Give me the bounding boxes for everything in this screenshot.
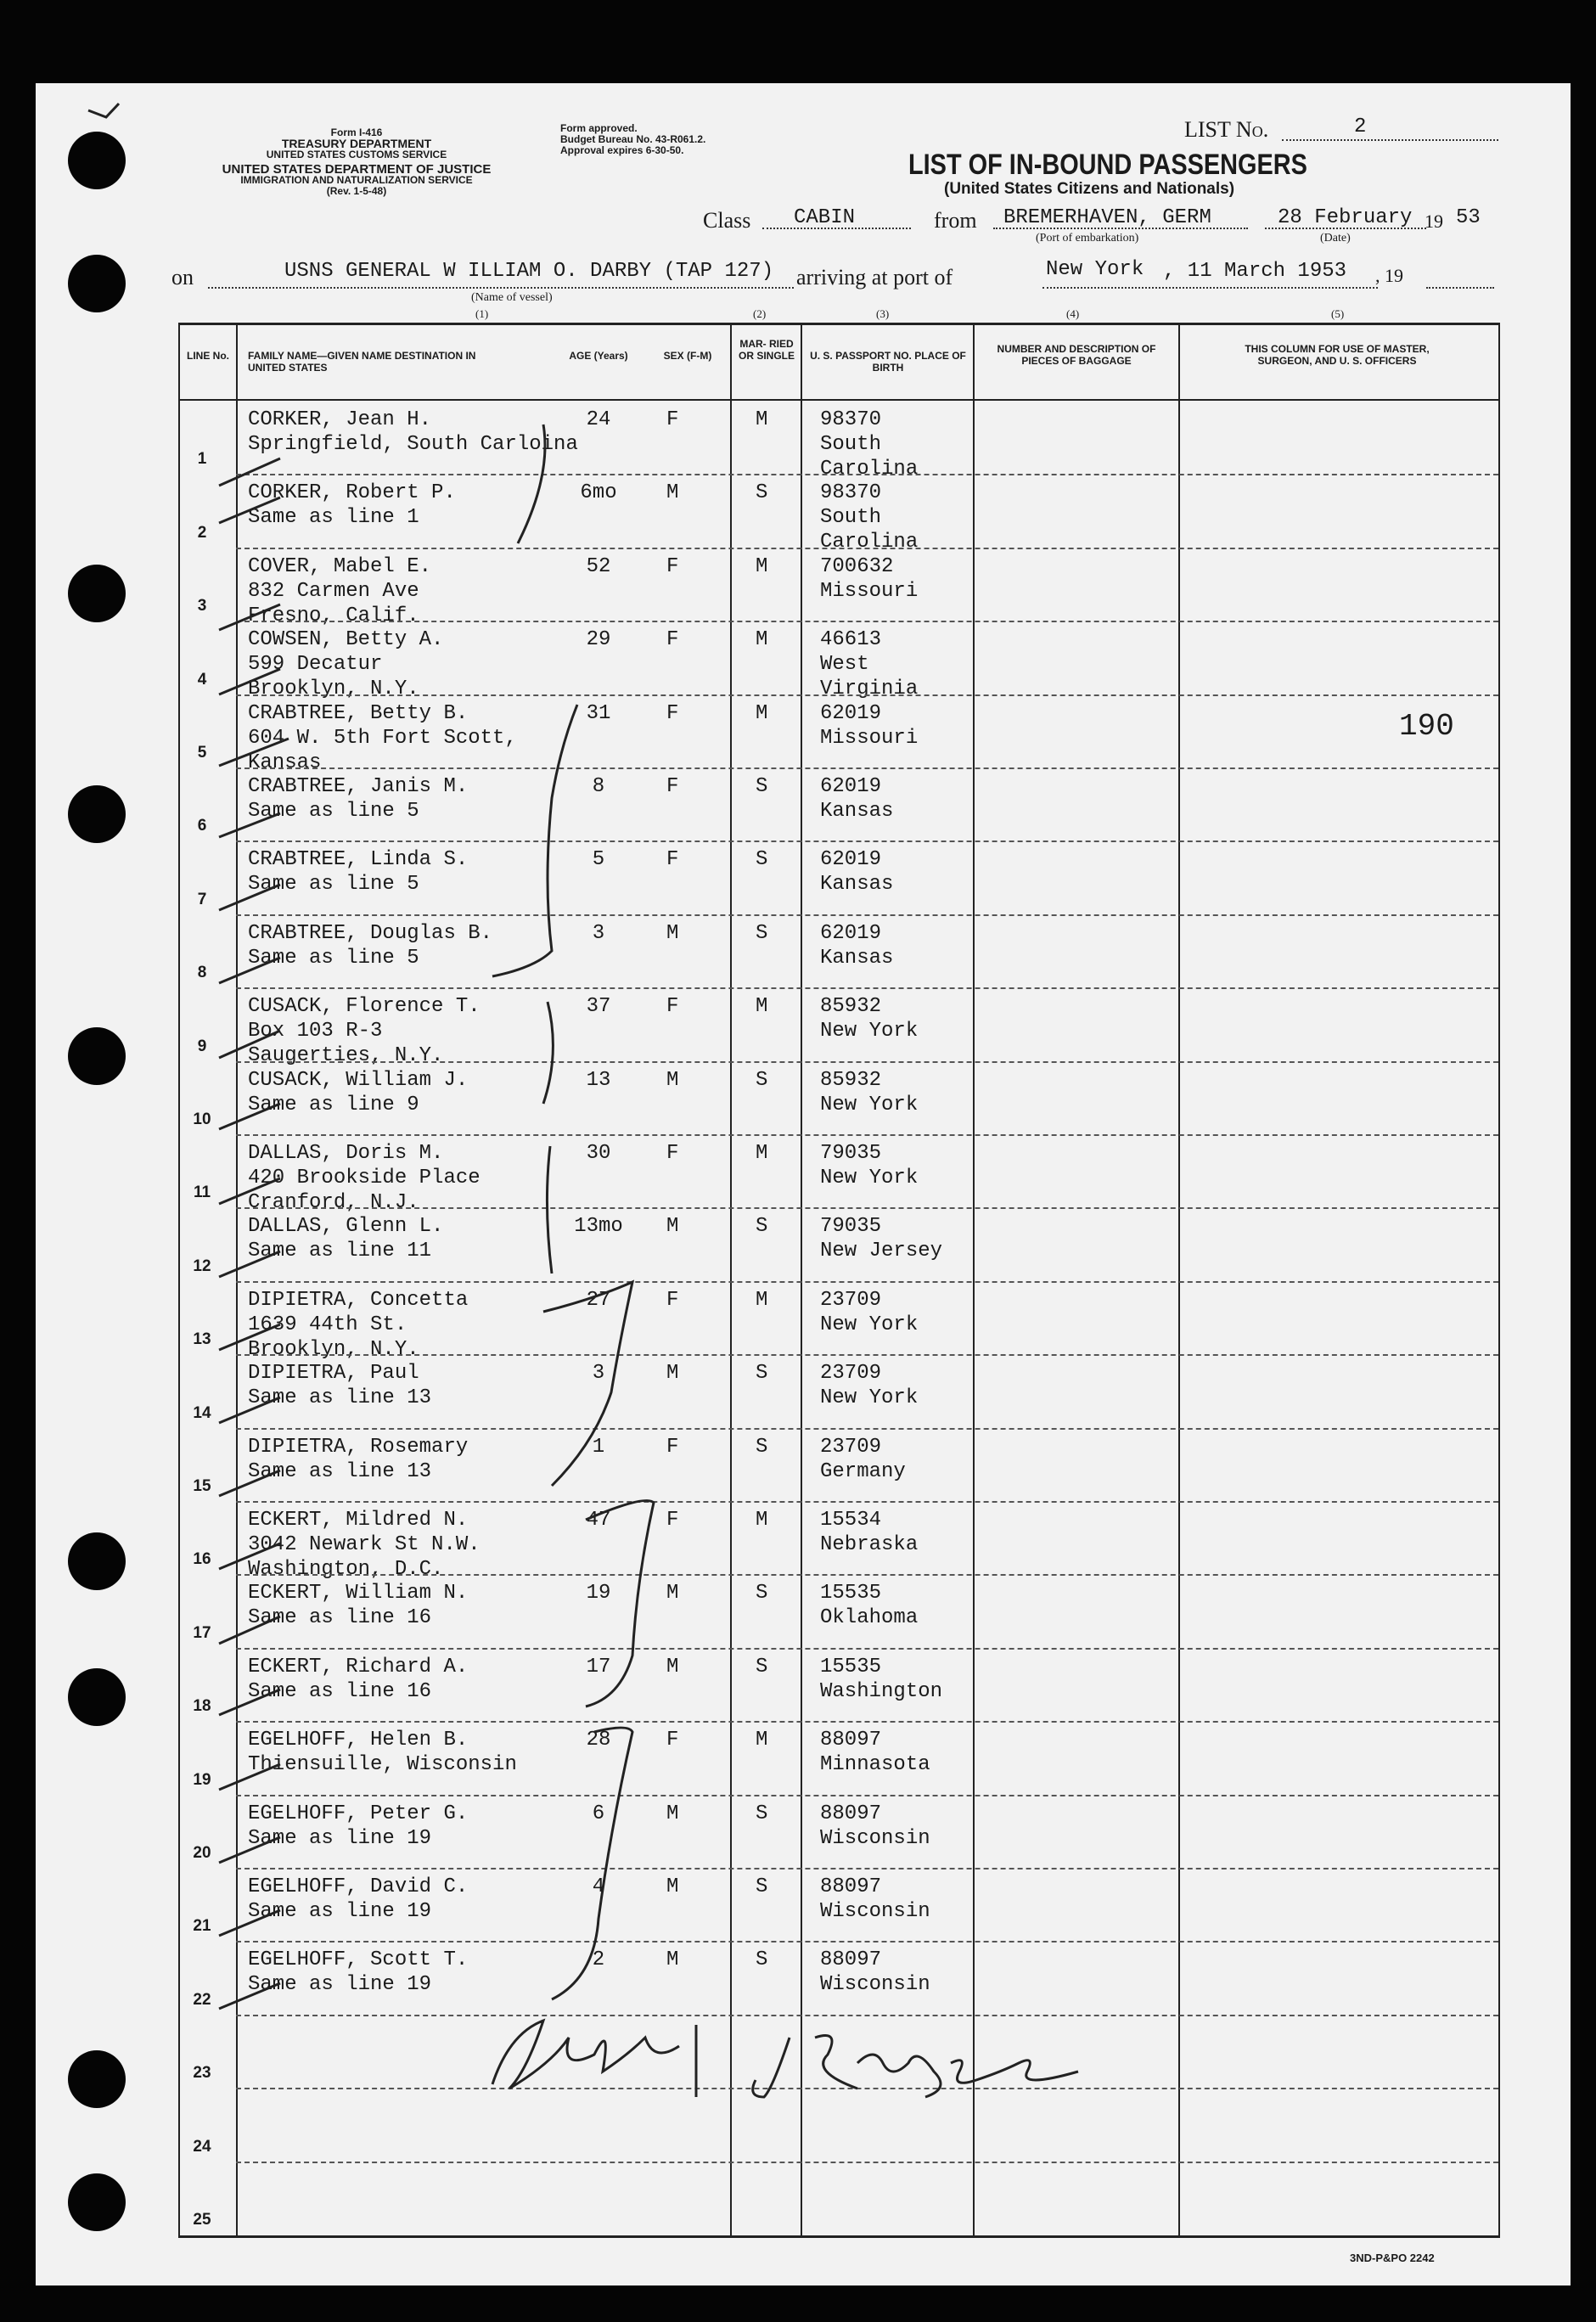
passenger-age: 8 bbox=[592, 775, 605, 798]
line-number: 9 bbox=[197, 1037, 207, 1055]
line-number: 18 bbox=[193, 1697, 211, 1716]
passenger-name: CUSACK, Florence T. Box 103 R-3 Saugerties, N.Y. bbox=[248, 995, 480, 1068]
passenger-name: COWSEN, Betty A. 599 Decatur Brooklyn, N.Y. bbox=[248, 628, 444, 701]
passport-and-birthplace: 15535 Washington bbox=[820, 1655, 943, 1703]
form-number: Form I-416 bbox=[330, 127, 383, 138]
passenger-age: 3 bbox=[592, 921, 605, 945]
approval-line-3: Approval expires 6-30-50. bbox=[560, 144, 684, 156]
passenger-name: CORKER, Jean H. Springfield, South Carloina bbox=[248, 408, 578, 456]
passenger-age: 47 bbox=[586, 1509, 611, 1532]
row-divider bbox=[236, 694, 1498, 696]
passenger-sex: M bbox=[666, 1802, 679, 1825]
row-divider bbox=[236, 841, 1498, 842]
col-number-2: (2) bbox=[753, 307, 767, 320]
passenger-age: 1 bbox=[592, 1435, 605, 1459]
line-number: 11 bbox=[193, 1183, 211, 1202]
line-number: 13 bbox=[193, 1330, 211, 1349]
passport-and-birthplace: 88097 Wisconsin bbox=[820, 1948, 930, 1997]
arriving-label: arriving at port of bbox=[796, 265, 953, 290]
passenger-marital-status: S bbox=[756, 1068, 768, 1092]
passport-and-birthplace: 62019 Kansas bbox=[820, 848, 894, 897]
row-divider bbox=[236, 1281, 1498, 1283]
line-number: 14 bbox=[193, 1403, 211, 1422]
passenger-marital-status: S bbox=[756, 921, 768, 945]
punch-hole bbox=[68, 1668, 126, 1726]
line-number: 3 bbox=[197, 597, 207, 616]
arrival-year-prefix: , 19 bbox=[1375, 265, 1403, 286]
passenger-sex: F bbox=[666, 1142, 679, 1165]
passenger-name: DIPIETRA, Paul Same as line 13 bbox=[248, 1362, 432, 1410]
passport-and-birthplace: 62019 Missouri bbox=[820, 701, 919, 750]
punch-hole bbox=[68, 1532, 126, 1590]
line-number: 10 bbox=[193, 1110, 211, 1128]
passenger-sex: F bbox=[666, 701, 679, 725]
passenger-sex: F bbox=[666, 628, 679, 652]
line-number: 8 bbox=[197, 964, 207, 982]
col-header-married: MAR- RIED OR SINGLE bbox=[738, 338, 795, 362]
passenger-age: 19 bbox=[586, 1582, 611, 1605]
row-divider bbox=[236, 1061, 1498, 1063]
passenger-marital-status: S bbox=[756, 1875, 768, 1898]
passenger-name: CRABTREE, Linda S. Same as line 5 bbox=[248, 848, 469, 897]
date-year-prefix: 19 bbox=[1425, 211, 1443, 232]
passenger-marital-status: S bbox=[756, 1948, 768, 1972]
arrival-date: , 11 March 1953 bbox=[1163, 260, 1347, 283]
passenger-age: 30 bbox=[586, 1142, 611, 1165]
passport-and-birthplace: 88097 Wisconsin bbox=[820, 1875, 930, 1923]
signature-text: Albert J Rees bbox=[1, 1, 8, 2]
passenger-marital-status: S bbox=[756, 1435, 768, 1459]
col-header-age: AGE (Years) bbox=[569, 350, 628, 362]
passenger-age: 28 bbox=[586, 1729, 611, 1752]
passport-and-birthplace: 15534 Nebraska bbox=[820, 1509, 919, 1556]
passenger-name: CRABTREE, Douglas B. Same as line 5 bbox=[248, 921, 493, 970]
passenger-age: 6 bbox=[592, 1802, 605, 1825]
line-number: 16 bbox=[193, 1550, 211, 1569]
passenger-sex: M bbox=[666, 1655, 679, 1678]
passport-and-birthplace: 88097 Minnasota bbox=[820, 1729, 930, 1777]
passenger-marital-status: S bbox=[756, 1362, 768, 1386]
customs-service: UNITED STATES CUSTOMS SERVICE bbox=[266, 149, 447, 160]
passenger-name: ECKERT, William N. Same as line 16 bbox=[248, 1582, 469, 1630]
passenger-age: 17 bbox=[586, 1655, 611, 1678]
passenger-marital-status: M bbox=[756, 701, 768, 725]
passenger-sex: M bbox=[666, 1582, 679, 1605]
passport-and-birthplace: 700632 Missouri bbox=[820, 554, 919, 603]
table-bottom-border bbox=[178, 2235, 1498, 2238]
punch-hole bbox=[68, 2050, 126, 2108]
row-divider bbox=[236, 987, 1498, 989]
passenger-marital-status: S bbox=[756, 1582, 768, 1605]
passenger-sex: M bbox=[666, 1215, 679, 1239]
line-number: 12 bbox=[193, 1257, 211, 1275]
treasury-dept: TREASURY DEPARTMENT bbox=[281, 137, 432, 150]
passport-and-birthplace: 85932 New York bbox=[820, 1068, 919, 1116]
passenger-age: 3 bbox=[592, 1362, 605, 1386]
passenger-age: 2 bbox=[592, 1948, 605, 1972]
row-divider bbox=[236, 2088, 1498, 2089]
passenger-name: EGELHOFF, Scott T. Same as line 19 bbox=[248, 1948, 469, 1997]
row-divider bbox=[236, 2162, 1498, 2163]
passenger-sex: F bbox=[666, 1509, 679, 1532]
line-number: 24 bbox=[193, 2137, 211, 2156]
passenger-marital-status: M bbox=[756, 628, 768, 652]
passenger-marital-status: M bbox=[756, 1509, 768, 1532]
row-divider bbox=[236, 1501, 1498, 1503]
col-header-name: FAMILY NAME—GIVEN NAME DESTINATION IN UNITED STATES bbox=[248, 350, 476, 374]
passenger-age: 27 bbox=[586, 1288, 611, 1312]
line-number: 1 bbox=[197, 450, 207, 469]
passenger-marital-status: M bbox=[756, 554, 768, 578]
line-number: 19 bbox=[193, 1770, 211, 1789]
passenger-age: 13 bbox=[586, 1068, 611, 1092]
col-number-1: (1) bbox=[475, 307, 489, 320]
col-header-passport: U. S. PASSPORT NO. PLACE OF BIRTH bbox=[810, 350, 966, 374]
passenger-sex: M bbox=[666, 1875, 679, 1898]
col-header-baggage: NUMBER AND DESCRIPTION OF PIECES OF BAGGAGE bbox=[997, 343, 1156, 367]
embark-date: 28 February bbox=[1278, 206, 1413, 229]
row-divider bbox=[236, 914, 1498, 916]
passenger-marital-status: S bbox=[756, 848, 768, 872]
from-label: from bbox=[934, 208, 977, 233]
passenger-marital-status: M bbox=[756, 995, 768, 1019]
form-approval bbox=[560, 123, 705, 156]
passenger-age: 4 bbox=[592, 1875, 605, 1898]
line-number: 20 bbox=[193, 1844, 211, 1862]
row-divider bbox=[236, 621, 1498, 622]
list-dotline bbox=[1282, 139, 1498, 141]
row-divider bbox=[236, 2015, 1498, 2016]
arrival-dotline bbox=[1042, 287, 1378, 289]
passport-and-birthplace: 15535 Oklahoma bbox=[820, 1582, 919, 1630]
passport-and-birthplace: 23709 New York bbox=[820, 1288, 919, 1336]
passenger-marital-status: S bbox=[756, 1655, 768, 1678]
passenger-name: COVER, Mabel E. 832 Carmen Ave Fresno, Calif. bbox=[248, 554, 432, 627]
vessel-dotline bbox=[208, 287, 794, 289]
row-divider bbox=[236, 1648, 1498, 1650]
col-number-4: (4) bbox=[1066, 307, 1080, 320]
passenger-sex: F bbox=[666, 1729, 679, 1752]
line-number: 15 bbox=[193, 1477, 211, 1495]
list-number: 2 bbox=[1354, 115, 1367, 138]
passenger-name: CUSACK, William J. Same as line 9 bbox=[248, 1068, 469, 1116]
punch-hole bbox=[68, 785, 126, 843]
justice-dept: UNITED STATES DEPARTMENT OF JUSTICE bbox=[222, 162, 492, 177]
passenger-marital-status: M bbox=[756, 1729, 768, 1752]
port-caption: (Port of embarkation) bbox=[1036, 232, 1139, 245]
punch-hole bbox=[68, 132, 126, 189]
passport-and-birthplace: 98370 South Carolina bbox=[820, 408, 919, 481]
passport-and-birthplace: 79035 New York bbox=[820, 1142, 919, 1189]
line-number: 17 bbox=[193, 1623, 211, 1642]
passenger-marital-status: M bbox=[756, 1288, 768, 1312]
passenger-name: DIPIETRA, Rosemary Same as line 13 bbox=[248, 1435, 469, 1483]
passport-and-birthplace: 62019 Kansas bbox=[820, 775, 894, 823]
passport-and-birthplace: 23709 New York bbox=[820, 1362, 919, 1410]
row-divider bbox=[236, 767, 1498, 769]
class-value: CABIN bbox=[794, 206, 856, 229]
footer-code: 3ND-P&PO 2242 bbox=[1350, 2252, 1435, 2264]
passenger-name: DALLAS, Doris M. 420 Brookside Place Cranford, N.J. bbox=[248, 1142, 480, 1214]
row-divider bbox=[236, 474, 1498, 475]
passenger-name: DIPIETRA, Concetta 1639 44th St. Brooklyn, N.Y. bbox=[248, 1288, 469, 1361]
page-subtitle: (United States Citizens and Nationals) bbox=[944, 180, 1235, 198]
line-number: 2 bbox=[197, 523, 207, 542]
date-caption: (Date) bbox=[1320, 232, 1351, 245]
page-title: LIST OF IN-BOUND PASSENGERS bbox=[908, 149, 1307, 181]
passenger-age: 24 bbox=[586, 408, 611, 431]
col-number-3: (3) bbox=[876, 307, 890, 320]
passenger-sex: M bbox=[666, 1948, 679, 1972]
passenger-sex: M bbox=[666, 1362, 679, 1386]
row-divider bbox=[236, 1207, 1498, 1209]
line-number: 25 bbox=[193, 2211, 211, 2229]
punch-hole bbox=[68, 2173, 126, 2231]
row-divider bbox=[236, 1941, 1498, 1942]
punch-hole bbox=[68, 1027, 126, 1085]
passenger-marital-status: S bbox=[756, 481, 768, 505]
col-divider bbox=[178, 323, 180, 2238]
passport-and-birthplace: 62019 Kansas bbox=[820, 921, 894, 970]
passenger-marital-status: S bbox=[756, 1215, 768, 1239]
passenger-age: 6mo bbox=[580, 481, 617, 505]
list-label: LIST No. bbox=[1184, 117, 1269, 142]
passenger-sex: M bbox=[666, 921, 679, 945]
row-divider bbox=[236, 1134, 1498, 1136]
passenger-name: DALLAS, Glenn L. Same as line 11 bbox=[248, 1215, 444, 1263]
col-header-line-no: LINE No. bbox=[187, 350, 229, 362]
on-label: on bbox=[171, 265, 194, 290]
passenger-marital-status: S bbox=[756, 1802, 768, 1825]
line-number: 23 bbox=[193, 2064, 211, 2083]
row-divider bbox=[236, 1354, 1498, 1356]
passenger-marital-status: M bbox=[756, 408, 768, 431]
revision: (Rev. 1-5-48) bbox=[326, 185, 387, 197]
date-year: 53 bbox=[1456, 206, 1481, 229]
passport-and-birthplace: 46613 West Virginia bbox=[820, 628, 919, 701]
passport-and-birthplace: 23709 Germany bbox=[820, 1435, 906, 1483]
line-number: 5 bbox=[197, 744, 207, 762]
col-header-sex: SEX (F-M) bbox=[663, 350, 712, 362]
vessel-caption: (Name of vessel) bbox=[471, 291, 553, 304]
passport-and-birthplace: 79035 New Jersey bbox=[820, 1215, 943, 1263]
passenger-marital-status: S bbox=[756, 775, 768, 798]
vessel-name: USNS GENERAL W ILLIAM O. DARBY (TAP 127) bbox=[284, 260, 774, 283]
passenger-sex: F bbox=[666, 1435, 679, 1459]
passport-and-birthplace: 88097 Wisconsin bbox=[820, 1802, 930, 1850]
passport-and-birthplace: 98370 South Carolina bbox=[820, 481, 919, 554]
row-divider bbox=[236, 1721, 1498, 1723]
line-number: 7 bbox=[197, 890, 207, 908]
table-header-border bbox=[178, 399, 1498, 401]
port-of-embarkation: BREMERHAVEN, GERM bbox=[1003, 206, 1211, 229]
passenger-name: EGELHOFF, David C. Same as line 19 bbox=[248, 1875, 469, 1923]
passenger-name: ECKERT, Mildred N. 3042 Newark St N.W. Washington, D.C. bbox=[248, 1509, 480, 1581]
passenger-name: ECKERT, Richard A. Same as line 16 bbox=[248, 1655, 469, 1703]
table-top-border bbox=[178, 323, 1498, 325]
approval-line-2: Budget Bureau No. 43-R061.2. bbox=[560, 133, 706, 145]
row-divider bbox=[236, 548, 1498, 549]
passenger-age: 5 bbox=[592, 848, 605, 872]
stamp-number: 190 bbox=[1399, 709, 1454, 744]
row-divider bbox=[236, 1795, 1498, 1796]
col-number-5: (5) bbox=[1331, 307, 1345, 320]
line-number: 4 bbox=[197, 670, 207, 689]
punch-hole bbox=[68, 565, 126, 622]
passenger-sex: F bbox=[666, 995, 679, 1019]
passenger-age: 31 bbox=[586, 701, 611, 725]
arrival-port: New York bbox=[1046, 258, 1144, 281]
passenger-name: EGELHOFF, Peter G. Same as line 19 bbox=[248, 1802, 469, 1850]
passenger-marital-status: M bbox=[756, 1142, 768, 1165]
punch-hole bbox=[68, 255, 126, 312]
approval-line-1: Form approved. bbox=[560, 122, 638, 134]
row-divider bbox=[236, 1574, 1498, 1576]
passenger-sex: F bbox=[666, 775, 679, 798]
passenger-name: CRABTREE, Janis M. Same as line 5 bbox=[248, 775, 469, 823]
col-divider bbox=[1498, 323, 1500, 2238]
passenger-age: 13mo bbox=[574, 1215, 623, 1239]
line-number: 21 bbox=[193, 1917, 211, 1936]
passenger-sex: F bbox=[666, 1288, 679, 1312]
passenger-name: CORKER, Robert P. Same as line 1 bbox=[248, 481, 456, 530]
row-divider bbox=[236, 1428, 1498, 1430]
line-number: 22 bbox=[193, 1990, 211, 2009]
passenger-sex: M bbox=[666, 1068, 679, 1092]
passenger-sex: F bbox=[666, 408, 679, 431]
row-divider bbox=[236, 1868, 1498, 1869]
immigration-service: IMMIGRATION AND NATURALIZATION SERVICE bbox=[240, 174, 473, 186]
passenger-age: 29 bbox=[586, 628, 611, 652]
passport-and-birthplace: 85932 New York bbox=[820, 995, 919, 1043]
col-header-officers: THIS COLUMN FOR USE OF MASTER, SURGEON, AND U. S. OFFICERS bbox=[1245, 343, 1430, 367]
class-label: Class bbox=[703, 208, 751, 233]
passenger-sex: F bbox=[666, 848, 679, 872]
passenger-name: EGELHOFF, Helen B. Thiensuille, Wisconsin bbox=[248, 1729, 517, 1777]
arrival-year-dotline bbox=[1426, 287, 1494, 289]
passenger-age: 37 bbox=[586, 995, 611, 1019]
form-header-left bbox=[170, 127, 543, 197]
passenger-sex: M bbox=[666, 481, 679, 505]
line-number: 6 bbox=[197, 817, 207, 835]
passenger-name: CRABTREE, Betty B. 604 W. 5th Fort Scott, Kansas bbox=[248, 701, 517, 774]
passenger-sex: F bbox=[666, 554, 679, 578]
passenger-age: 52 bbox=[586, 554, 611, 578]
